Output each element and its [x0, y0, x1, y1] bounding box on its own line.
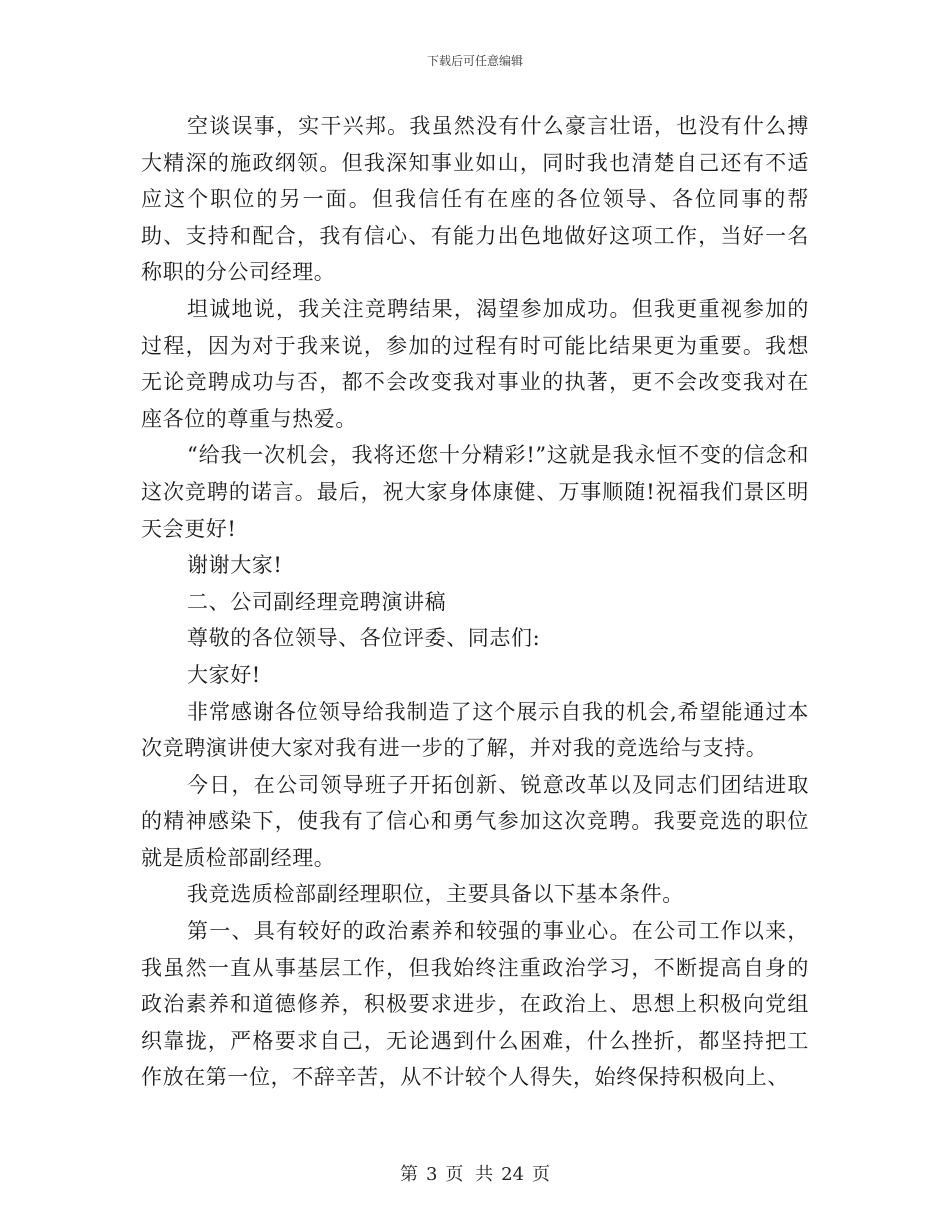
page-header: 下载后可任意编辑	[426, 54, 523, 68]
greeting: 大家好!	[187, 662, 261, 687]
paragraph: 第一、具有较好的政治素养和较强的事业心。在公司工作以来，我虽然一直从事基层工作，但我始终注重政治学习，不断提高自身的政治素养和道德修养，积极要求进步，在政治上、思想上积极向党组织靠拢，严格要求自己，无论遇到什么困难，什么挫折，都坚持把工作放在第一位，不辞辛苦，从不计较个人得失，始终保持积极向上、	[141, 919, 809, 1090]
footer-suffix: 页	[532, 1164, 551, 1185]
document-body	[141, 108, 809, 1096]
total-page-count: 24	[501, 1164, 525, 1185]
section-heading: 二、公司副经理竞聘演讲稿	[187, 589, 447, 614]
paragraph: 我竞选质检部副经理职位，主要具备以下基本条件。	[187, 882, 684, 907]
paragraph: 坦诚地说，我关注竞聘结果，渴望参加成功。但我更重视参加的过程，因为对于我来说，参加的过程有时可能比结果更为重要。我想无论竞聘成功与否，都不会改变我对事业的执著，更不会改变我对在座各位的尊重与热爱。	[141, 296, 809, 431]
salutation: 尊敬的各位领导、各位评委、同志们:	[187, 626, 541, 651]
footer-prefix: 第	[399, 1164, 418, 1185]
footer-middle: 页 共	[445, 1164, 494, 1185]
paragraph: “给我一次机会，我将还您十分精彩!”这就是我永恒不变的信念和这次竞聘的诺言。最后，祝大家身体康健、万事顺随!祝福我们景区明天会更好!	[141, 443, 809, 541]
paragraph: 今日，在公司领导班子开拓创新、锐意改革以及同志们团结进取的精神感染下，使我有了信心和勇气参加这次竞聘。我要竞选的职位就是质检部副经理。	[141, 772, 809, 870]
page-footer	[0, 1160, 950, 1186]
paragraph: 谢谢大家!	[187, 553, 283, 578]
paragraph: 空谈误事，实干兴邦。我虽然没有什么豪言壮语，也没有什么搏大精深的施政纲领。但我深知事业如山，同时我也清楚自己还有不适应这个职位的另一面。但我信任有在座的各位领导、各位同事的帮助、支持和配合，我有信心、有能力出色地做好这项工作，当好一名称职的分公司经理。	[141, 114, 809, 285]
paragraph: 非常感谢各位领导给我制造了这个展示自我的机会,希望能通过本次竞聘演讲使大家对我有进一步的了解，并对我的竞选给与支持。	[141, 699, 809, 761]
current-page-number: 3	[425, 1164, 438, 1185]
